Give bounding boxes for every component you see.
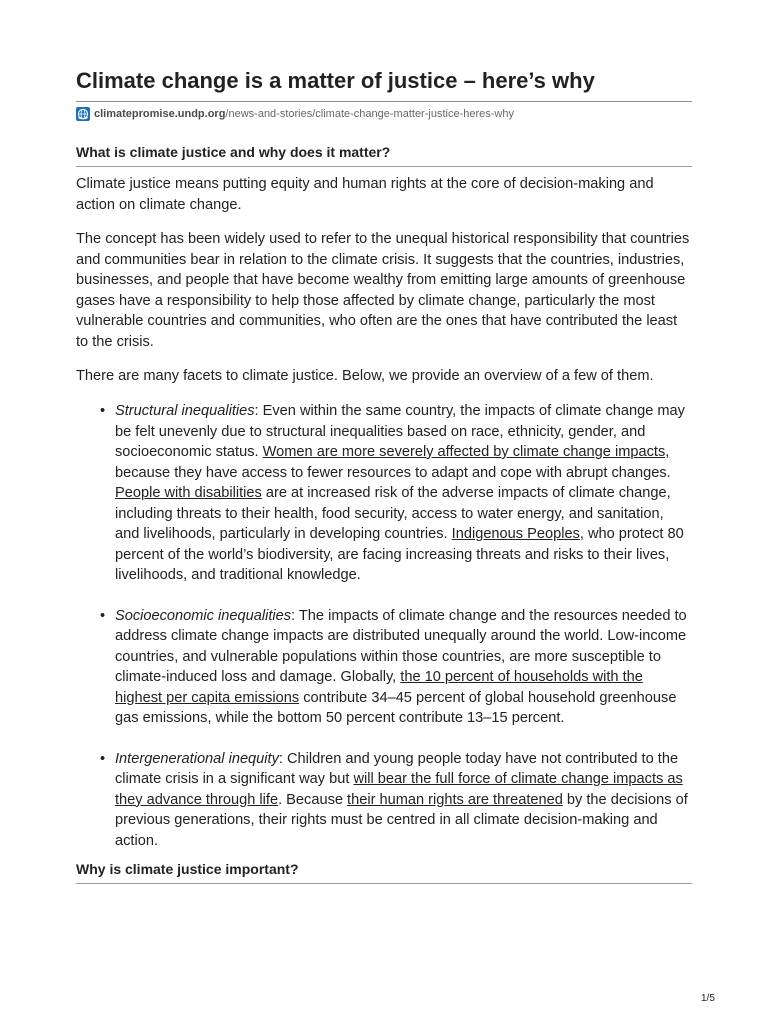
facet-text: contribute 34–45 percent of global household greenhouse gas emissions, while the bottom 50 percent contribute 13–15 percent. [115,689,677,726]
bullet-icon: • [100,750,106,767]
page-number: 1/5 [701,993,715,1004]
section-heading-what: What is climate justice and why does it matter? [76,143,692,167]
link-indigenous-peoples[interactable]: Indigenous Peoples [451,526,580,542]
facet-term: Socioeconomic inequalities [115,607,292,624]
section-heading-why: Why is climate justice important? [76,860,692,884]
link-people-disabilities[interactable]: People with disabilities [115,485,262,501]
page-title: Climate change is a matter of justice – here’s why [76,68,595,93]
title-divider [76,101,692,102]
source-domain[interactable]: climatepromise.undp.org [94,108,226,120]
source-path[interactable]: /news-and-stories/climate-change-matter-justice-heres-why [225,108,514,120]
facet-text: , who protect 80 percent of the world’s biodiversity, are facing increasing threats and risks to their lives, livelihoods, and traditional knowledge. [115,526,684,583]
facet-text: : The impacts of climate change and the resources needed to address climate change impacts are distributed unequally around the world. Low-income countries, and vulnerable populations within those countries, are more susceptible to climate-induced loss and damage. Globally, [115,607,687,685]
source-url[interactable] [76,106,692,122]
paragraph-facets-intro: There are many facets to climate justice. Below, we provide an overview of a few of them. [76,368,654,384]
facet-text: are at increased risk of the adverse impacts of climate change, including threats to their health, food security, access to water energy, and sanitation, and livelihoods, particularly in developing countries. [115,485,671,542]
list-item [76,401,692,586]
link-top-10-percent-households[interactable]: the 10 percent of households with the highest per capita emissions [115,669,643,706]
paragraph-definition: Climate justice means putting equity and human rights at the core of decision-making and action on climate change. [76,176,654,213]
bullet-icon: • [100,403,106,419]
facet-term: Intergenerational inequity [115,750,279,767]
list-item [76,749,692,852]
facet-text: : Children and young people today have not contributed to the climate crisis in a significant way but [115,750,679,787]
paragraph-concept: The concept has been widely used to refer to the unequal historical responsibility that countries and communities bear in relation to the climate crisis. It suggests that the countries, industries, businesses, and people that have become wealthy from emitting large amounts of greenhouse gases have a responsibility to help those affected by climate change, particularly the most vulnerable countries and communities, who often are the ones that have contributed the least to the crisis. [76,231,690,350]
link-full-force-impacts[interactable]: will bear the full force of climate change impacts as they advance through life [115,771,683,808]
facet-text: . Because [278,791,348,808]
link-women-affected[interactable]: Women are more severely affected by climate change impacts, [262,444,670,460]
facet-text: because they have access to fewer resources to adapt and cope with abrupt changes. [115,464,671,481]
facet-text: : Even within the same country, the impacts of climate change may be felt unevenly due to structural inequalities based on race, ethnicity, gender, and socioeconomic status. [115,403,685,460]
un-globe-icon [76,107,90,121]
link-human-rights-threatened[interactable]: their human rights are threatened [347,791,563,808]
facets-list [76,401,692,871]
facet-text: by the decisions of previous generations, their rights must be centred in all climate decision-making and action. [115,791,688,849]
list-item [76,606,692,729]
facet-term: Structural inequalities [115,403,255,419]
bullet-icon: • [100,607,106,624]
